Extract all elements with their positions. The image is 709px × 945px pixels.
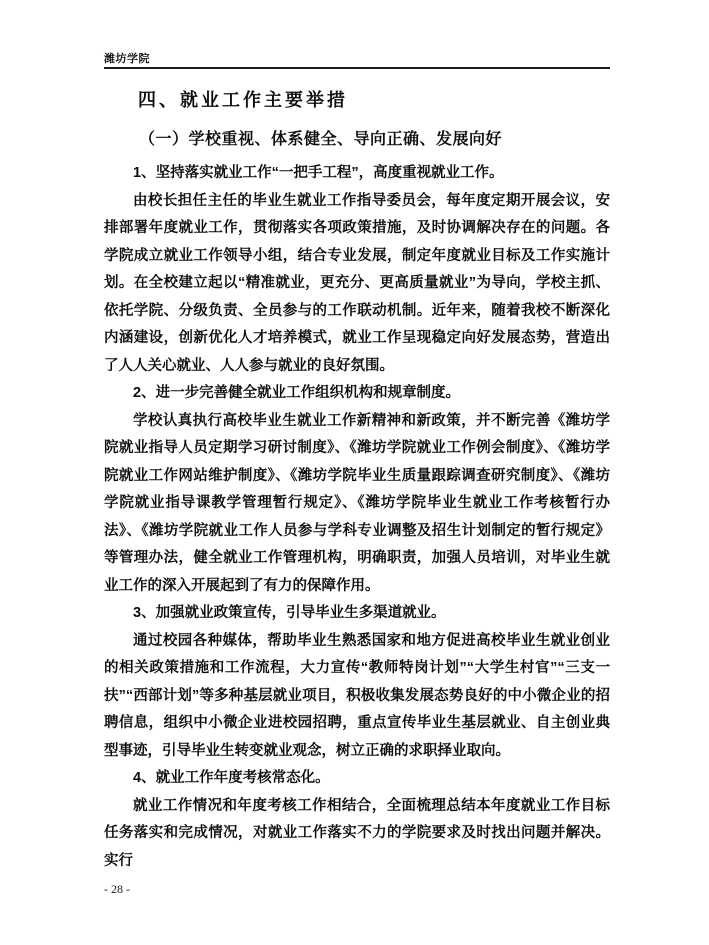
- document-body: [104, 160, 610, 875]
- item-1-paragraph: 由校长担任主任的毕业生就业工作指导委员会，每年度定期开展会议，安排部署年度就业工作，贯彻落实各项政策措施，及时协调解决存在的问题。各学院成立就业工作领导小组，结合专业发展，制定年度就业目标及工作实施计划。在全校建立起以“精准就业，更充分、更高质量就业”为导向，学校主抓、依托学院、分级负责、全员参与的工作联动机制。近年来，随着我校不断深化内涵建设，创新优化人才培养模式，就业工作呈现稳定向好发展态势，营造出了人人关心就业、人人参与就业的良好氛围。: [104, 192, 610, 374]
- item-2-paragraph: 学校认真执行高校毕业生就业工作新精神和新政策，并不断完善《潍坊学院就业指导人员定期学习研讨制度》、《潍坊学院就业工作例会制度》、《潍坊学院就业工作网站维护制度》、《潍坊学院毕业生质量跟踪调查研究制度》、《潍坊学院就业指导课教学管理暂行规定》、《潍坊学院毕业生就业工作考核暂行办法》、《潍坊学院就业工作人员参与学科专业调整及招生计划制定的暂行规定》等管理办法，健全就业工作管理机构，明确职责，加强人员培训，对毕业生就业工作的深入开展起到了有力的保障作用。: [104, 412, 610, 594]
- item-4-paragraph: 就业工作情况和年度考核工作相结合，全面梳理总结本年度就业工作目标任务落实和完成情况，对就业工作落实不力的学院要求及时找出问题并解决。实行: [104, 797, 610, 869]
- item-3-paragraph: 通过校园各种媒体，帮助毕业生熟悉国家和地方促进高校毕业生就业创业的相关政策措施和工作流程，大力宣传“教师特岗计划”“大学生村官”“三支一扶”“西部计划”等多种基层就业项目，积极收集发展态势良好的中小微企业的招聘信息，组织中小微企业进校园招聘，重点宣传毕业生基层就业、自主创业典型事迹，引导毕业生转变就业观念，树立正确的求职择业取向。: [104, 632, 610, 759]
- page-number: - 28 -: [104, 882, 130, 896]
- item-3-heading: 3、加强就业政策宣传，引导毕业生多渠道就业。: [133, 605, 446, 621]
- item-4-heading: 4、就业工作年度考核常态化。: [133, 770, 330, 786]
- item-2-heading: 2、进一步完善健全就业工作组织机构和规章制度。: [133, 385, 461, 401]
- document-subtitle: （一）学校重视、体系健全、导向正确、发展向好: [139, 131, 503, 148]
- item-1-heading: 1、坚持落实就业工作“一把手工程”，高度重视就业工作。: [133, 165, 504, 181]
- page-header-text: 潍坊学院: [104, 53, 150, 65]
- header-rule: [104, 67, 610, 69]
- document-title: 四、就业工作主要举措: [138, 90, 348, 110]
